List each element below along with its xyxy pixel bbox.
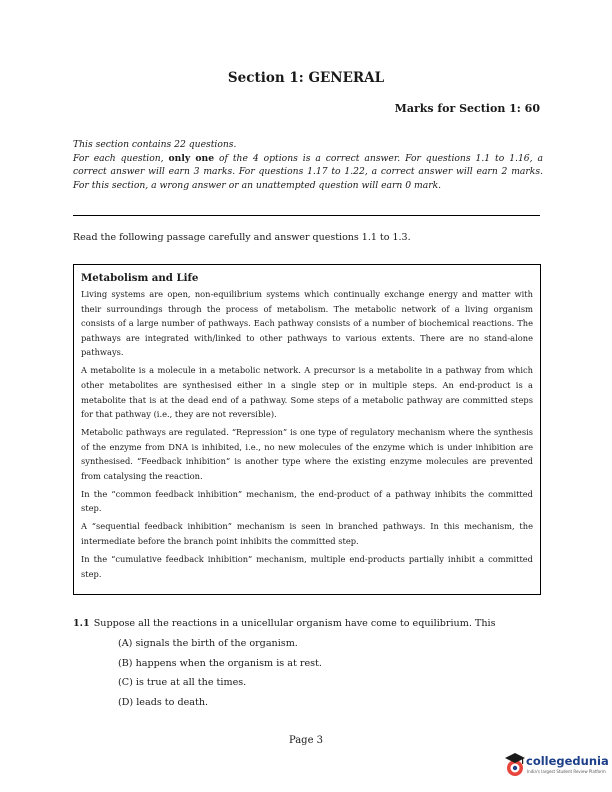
section-divider <box>73 215 540 216</box>
option-b: (B) happens when the organism is at rest. <box>118 657 322 669</box>
question-stem <box>73 618 543 629</box>
passage-paragraph: Living systems are open, non-equilibrium systems which continually exchange energy and matter with their surroundings through the process of metabolism. The metabolic network of a living organism consists of a large number of pathways. Each pathway consists of a number of biochemical reactions. The pathways are integrated with/linked to other pathways to various extents. There are no stand-alone pathways. <box>81 289 533 358</box>
passage-box <box>73 264 541 595</box>
page-number: Page 3 <box>288 735 324 746</box>
question-count-line: This section contains 22 questions. <box>73 139 237 150</box>
option-d: (D) leads to death. <box>118 696 209 708</box>
marking-scheme-b: of the 4 options is a correct answer. For questions 1.1 to 1.16, a correct answer will earn 3 marks. For questions 1.17 to 1.22, a correct answer will earn 2 marks. For this section, a wrong answer or an unattempted question will earn 0 mark. <box>73 152 543 191</box>
question-text: Suppose all the reactions in a unicellular organism have come to equilibrium. This <box>93 618 496 629</box>
passage-instruction: Read the following passage carefully and answer questions 1.1 to 1.3. <box>73 232 411 243</box>
graduation-cap-icon <box>503 750 527 778</box>
logo-tagline: India's largest Student Review Platform <box>527 769 606 774</box>
marking-scheme-a: For each question, <box>73 152 169 164</box>
option-a: (A) signals the birth of the organism. <box>118 638 298 649</box>
passage-paragraph: Metabolic pathways are regulated. “Repression” is one type of regulatory mechanism where the synthesis of the enzyme from DNA is inhibited, i.e., no new molecules of the enzyme which is under inhibition are synthesised. “Feedback inhibition” is another type where the existing enzyme molecules are prevented from catalysing the reaction. <box>81 427 533 481</box>
passage-paragraph: In the “common feedback inhibition” mechanism, the end-product of a pathway inhibits the committed step. <box>81 488 533 514</box>
section-instructions <box>73 138 543 192</box>
option-c: (C) is true at all the times. <box>118 677 247 688</box>
question-number: 1.1 <box>73 618 90 629</box>
logo-wordmark: collegedunia <box>526 754 609 768</box>
marking-scheme <box>73 152 543 193</box>
passage-paragraph: A metabolite is a molecule in a metabolic network. A precursor is a metabolite in a pathway from which other metabolites are synthesised either in a single step or in multiple steps. An end-product is a metabolite that is at the dead end of a pathway. Some steps of a metabolic pathway are committed steps for that pathway (i.e., they are not reversible). <box>81 365 533 420</box>
section-marks: Marks for Section 1: 60 <box>394 102 540 115</box>
passage-paragraph: In the “cumulative feedback inhibition” mechanism, multiple end-products partially inhibit a committed step. <box>81 554 533 579</box>
collegedunia-logo <box>503 750 611 780</box>
answer-options <box>118 638 322 716</box>
marking-scheme-emphasis: only one <box>168 152 215 164</box>
passage-title: Metabolism and Life <box>81 272 199 284</box>
section-title: Section 1: GENERAL <box>227 70 385 86</box>
passage-paragraph: A “sequential feedback inhibition” mechanism is seen in branched pathways. In this mechanism, the intermediate before the branch point inhibits the committed step. <box>81 521 533 547</box>
